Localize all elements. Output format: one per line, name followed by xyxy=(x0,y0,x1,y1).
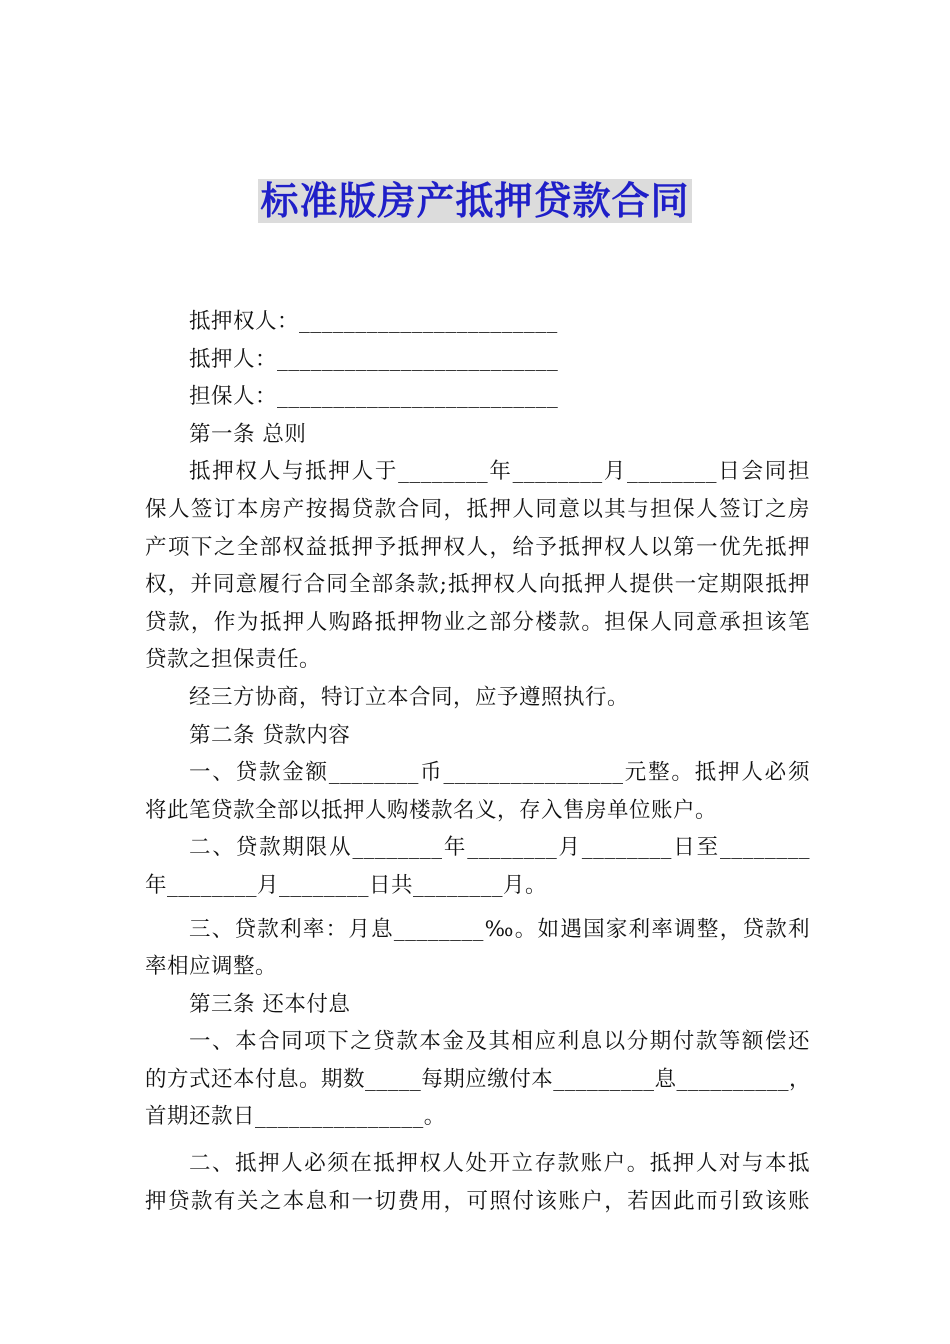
party-mortgagor-line: 抵押人：_________________________ xyxy=(189,346,559,372)
paragraph-line: 贷款，作为抵押人购路抵押物业之部分楼款。担保人同意承担该笔 xyxy=(145,609,810,635)
paragraph-line: 押贷款有关之本息和一切费用，可照付该账户，若因此而引致该账 xyxy=(145,1188,810,1214)
document-title xyxy=(0,176,950,226)
paragraph-line: 保人签订本房产按揭贷款合同，抵押人同意以其与担保人签订之房 xyxy=(145,496,810,522)
paragraph-line: 贷款之担保责任。 xyxy=(145,647,322,673)
document-title-text: 标准版房产抵押贷款合同 xyxy=(260,179,690,223)
party-guarantor-line: 担保人：_________________________ xyxy=(189,384,559,410)
paragraph-line: 经三方协商，特订立本合同，应予遵照执行。 xyxy=(189,684,630,710)
article-3-heading: 第三条 还本付息 xyxy=(189,991,351,1017)
paragraph-line: 率相应调整。 xyxy=(145,954,278,980)
paragraph-line: 首期还款日_______________。 xyxy=(145,1104,446,1130)
paragraph-line: 一、贷款金额________币________________元整。抵押人必须 xyxy=(189,760,810,786)
paragraph-line: 将此笔贷款全部以抵押人购楼款名义，存入售房单位账户。 xyxy=(145,797,718,823)
paragraph-line: 产项下之全部权益抵押予抵押权人，给予抵押权人以第一优先抵押 xyxy=(145,534,810,560)
document-body xyxy=(145,303,810,1220)
paragraph-line: 三、贷款利率：月息________‰。如遇国家利率调整，贷款利 xyxy=(189,916,810,942)
paragraph-line: 年________月________日共________月。 xyxy=(145,872,548,898)
article-2-heading: 第二条 贷款内容 xyxy=(189,722,351,748)
paragraph-line: 二、贷款期限从________年________月________日至________ xyxy=(189,835,810,861)
paragraph-line: 一、本合同项下之贷款本金及其相应利息以分期付款等额偿还 xyxy=(189,1029,810,1055)
paragraph-line: 权，并同意履行合同全部条款;抵押权人向抵押人提供一定期限抵押 xyxy=(145,572,810,598)
paragraph-line: 抵押权人与抵押人于________年________月________日会同担 xyxy=(189,459,810,485)
party-mortgagee-line: 抵押权人：_______________________ xyxy=(189,309,558,334)
article-1-heading: 第一条 总则 xyxy=(189,421,307,447)
paragraph-line: 的方式还本付息。期数_____每期应缴付本_________息__________， xyxy=(145,1066,812,1092)
paragraph-line: 二、抵押人必须在抵押权人处开立存款账户。抵押人对与本抵 xyxy=(189,1151,810,1177)
